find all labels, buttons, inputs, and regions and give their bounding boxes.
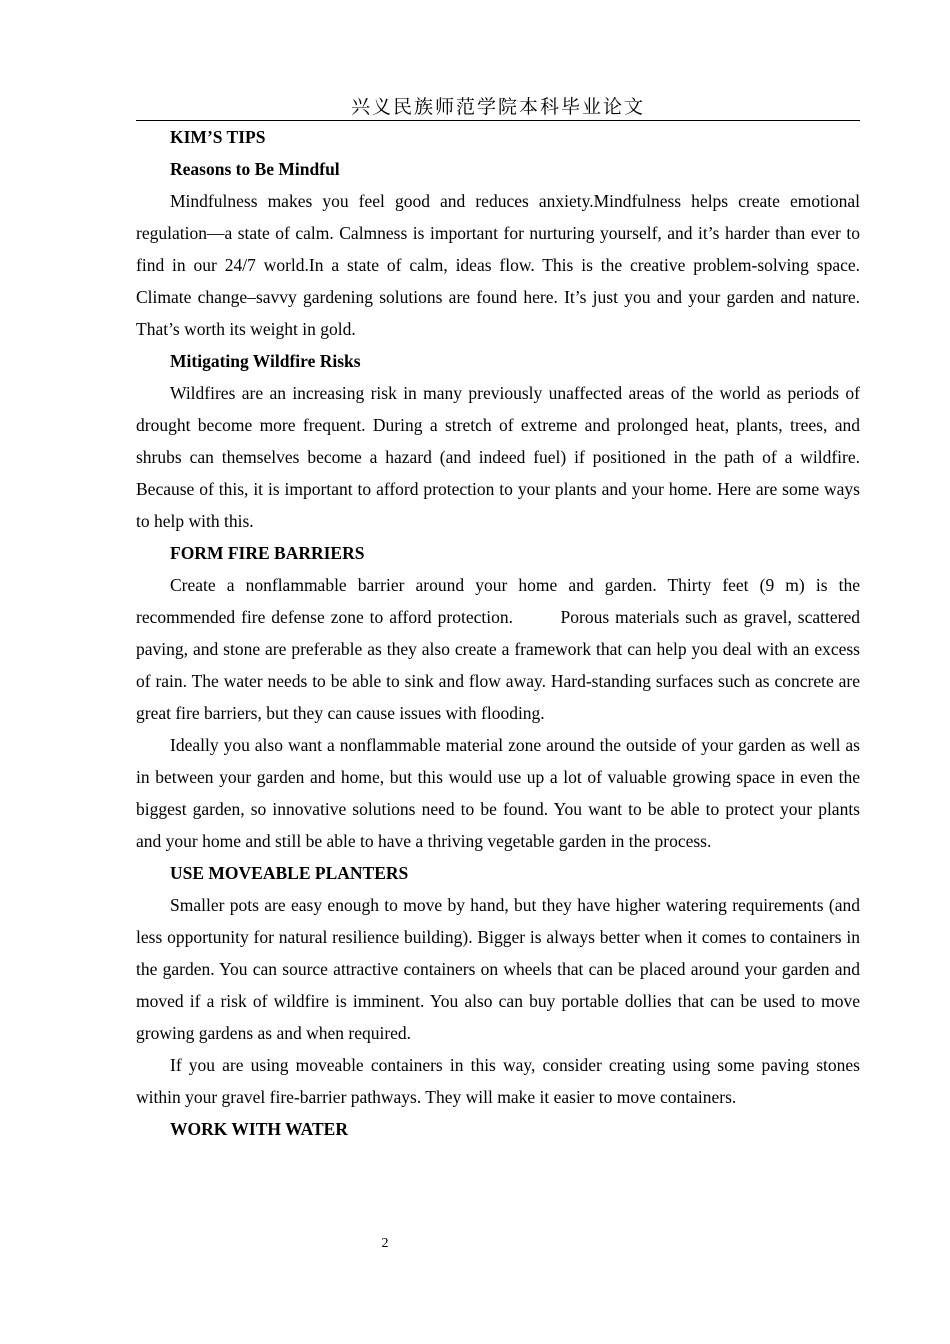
section-heading-kims-tips: KIM’S TIPS <box>170 127 266 147</box>
document-body <box>136 121 865 1145</box>
section-heading-use-moveable-planters: USE MOVEABLE PLANTERS <box>170 863 409 883</box>
paragraph: Ideally you also want a nonflammable material zone around the outside of your garden as well as in between your garden and home, but this would use up a lot of valuable growing space in even the biggest garden, so innovative solutions need to be found. You want to be able to protect your plants and your home and still be able to have a thriving vegetable garden in the process. <box>136 735 860 851</box>
paragraph: Mindfulness makes you feel good and reduces anxiety.Mindfulness helps create emotional regulation—a state of calm. Calmness is important for nurturing yourself, and it’s harder than ever to find in our 24/7 world.In a state of calm, ideas flow. This is the creative problem-solving space. Climate change–savvy gardening solutions are found here. It’s just you and your garden and nature. That’s worth its weight in gold. <box>136 191 860 339</box>
section-heading-work-with-water: WORK WITH WATER <box>170 1119 348 1139</box>
section-heading-form-fire-barriers: FORM FIRE BARRIERS <box>170 543 365 563</box>
paragraph: If you are using moveable containers in this way, consider creating using some paving stones within your gravel fire-barrier pathways. They will make it easier to move containers. <box>136 1055 860 1107</box>
header-title: 兴义民族师范学院本科毕业论文 <box>350 96 645 118</box>
section-heading-reasons-to-be-mindful: Reasons to Be Mindful <box>170 159 340 179</box>
paragraph: Smaller pots are easy enough to move by hand, but they have higher watering requirements (and less opportunity for natural resilience building). Bigger is always better when it comes to containers in the garden. You can source attractive containers on wheels that can be placed around your garden and moved if a risk of wildfire is imminent. You also can buy portable dollies that can be used to move growing gardens as and when required. <box>136 895 860 1043</box>
paragraph: Create a nonflammable barrier around your home and garden. Thirty feet (9 m) is the recommended fire defense zone to afford protection. Porous materials such as gravel, scattered paving, and stone are preferable as they also create a framework that can help you deal with an excess of rain. The water needs to be able to sink and flow away. Hard-standing surfaces such as concrete are great fire barriers, but they can cause issues with flooding. <box>136 575 865 723</box>
page-header <box>136 94 860 121</box>
page-number: 2 <box>381 1236 389 1251</box>
section-heading-mitigating-wildfire-risks: Mitigating Wildfire Risks <box>170 351 361 371</box>
paragraph: Wildfires are an increasing risk in many previously unaffected areas of the world as periods of drought become more frequent. During a stretch of extreme and prolonged heat, plants, trees, and shrubs can themselves become a hazard (and indeed fuel) if positioned in the path of a wildfire. Because of this, it is important to afford protection to your plants and your home. Here are some ways to help with this. <box>136 383 860 531</box>
